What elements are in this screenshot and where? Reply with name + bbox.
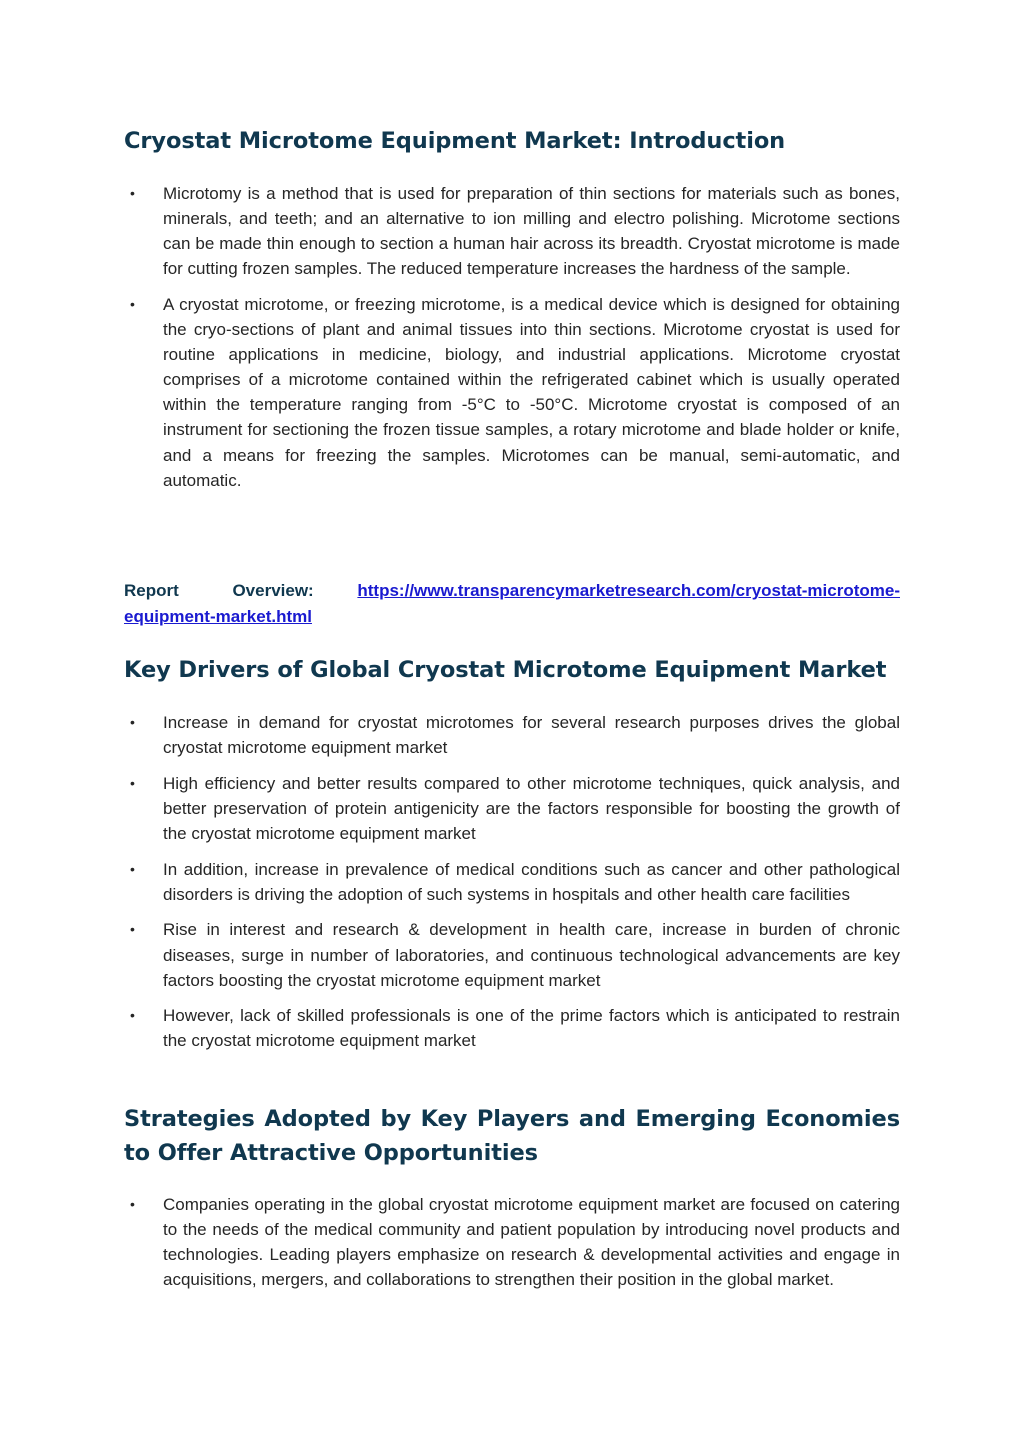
report-overview-label: Report Overview: [124, 581, 314, 600]
list-item-text: Rise in interest and research & development in health care, increase in burden of chronic diseases, surge in number of laboratories, and continuous technological advancements are key factors boosting the cryostat microtome equipment market [163, 920, 900, 990]
section-heading-strategies: Strategies Adopted by Key Players and Emerging Economies to Offer Attractive Opportunities [124, 1106, 900, 1166]
bullet-icon: • [130, 1196, 135, 1212]
bullet-icon: • [130, 714, 135, 730]
report-overview-link[interactable]: https://www.transparencymarketresearch.com/cryostat-microtome-equipment-market.html [124, 581, 900, 626]
introduction-list [124, 181, 900, 503]
section-heading-key-drivers: Key Drivers of Global Cryostat Microtome Equipment Market [124, 657, 887, 683]
bullet-icon: • [130, 295, 135, 312]
bullet-icon: • [130, 185, 135, 201]
list-item [124, 292, 900, 493]
list-item-text: Companies operating in the global cryostat microtome equipment market are focused on catering to the needs of the medical community and patient population by introducing novel products and technologies. Leading players emphasize on research & developmental activities and engage in acquisitions, mergers, and collaborations to strengthen their position in the global market. [163, 1195, 900, 1290]
bullet-icon: • [130, 860, 135, 877]
list-item-text: In addition, increase in prevalence of medical conditions such as cancer and other pathological disorders is driving the adoption of such systems in hospitals and other health care facilities [163, 859, 900, 904]
strategies-list [124, 1192, 900, 1303]
list-item [124, 181, 900, 281]
list-item [124, 917, 900, 992]
list-item [124, 1192, 900, 1292]
bullet-icon: • [130, 1007, 135, 1024]
report-overview [124, 578, 900, 629]
bullet-icon: • [130, 774, 135, 791]
list-item-text: Microtomy is a method that is used for preparation of thin sections for materials such as bones, minerals, and teeth; and an alternative to ion milling and electro polishing. Microtome sections can be made thin enough to section a human hair across its breadth. Cryostat microtome is made for cutting frozen samples. The reduced temperature increases the hardness of the sample. [163, 184, 900, 279]
list-item [124, 710, 900, 760]
list-item [124, 771, 900, 846]
list-item-text: High efficiency and better results compared to other microtome techniques, quick analysis, and better preservation of protein antigenicity are the factors responsible for boosting the growth of the cryostat microtome equipment market [163, 773, 900, 843]
list-item [124, 1003, 900, 1053]
list-item-text: However, lack of skilled professionals is one of the prime factors which is anticipated to restrain the cryostat microtome equipment market [163, 1006, 900, 1051]
list-item-text: Increase in demand for cryostat microtomes for several research purposes drives the global cryostat microtome equipment market [163, 713, 900, 758]
key-drivers-list [124, 710, 900, 1064]
list-item [124, 857, 900, 907]
bullet-icon: • [130, 921, 135, 938]
section-heading-introduction: Cryostat Microtome Equipment Market: Introduction [124, 128, 786, 154]
list-item-text: A cryostat microtome, or freezing microtome, is a medical device which is designed for obtaining the cryo-sections of plant and animal tissues into thin sections. Microtome cryostat is used for routine applications in medicine, biology, and industrial applications. Microtome cryostat comprises of a microtome contained within the refrigerated cabinet which is usually operated within the temperature ranging from -5°C to -50°C. Microtome cryostat is composed of an instrument for sectioning the frozen tissue samples, a rotary microtome and blade holder or knife, and a means for freezing the samples. Microtomes can be manual, semi-automatic, and automatic. [163, 294, 900, 490]
